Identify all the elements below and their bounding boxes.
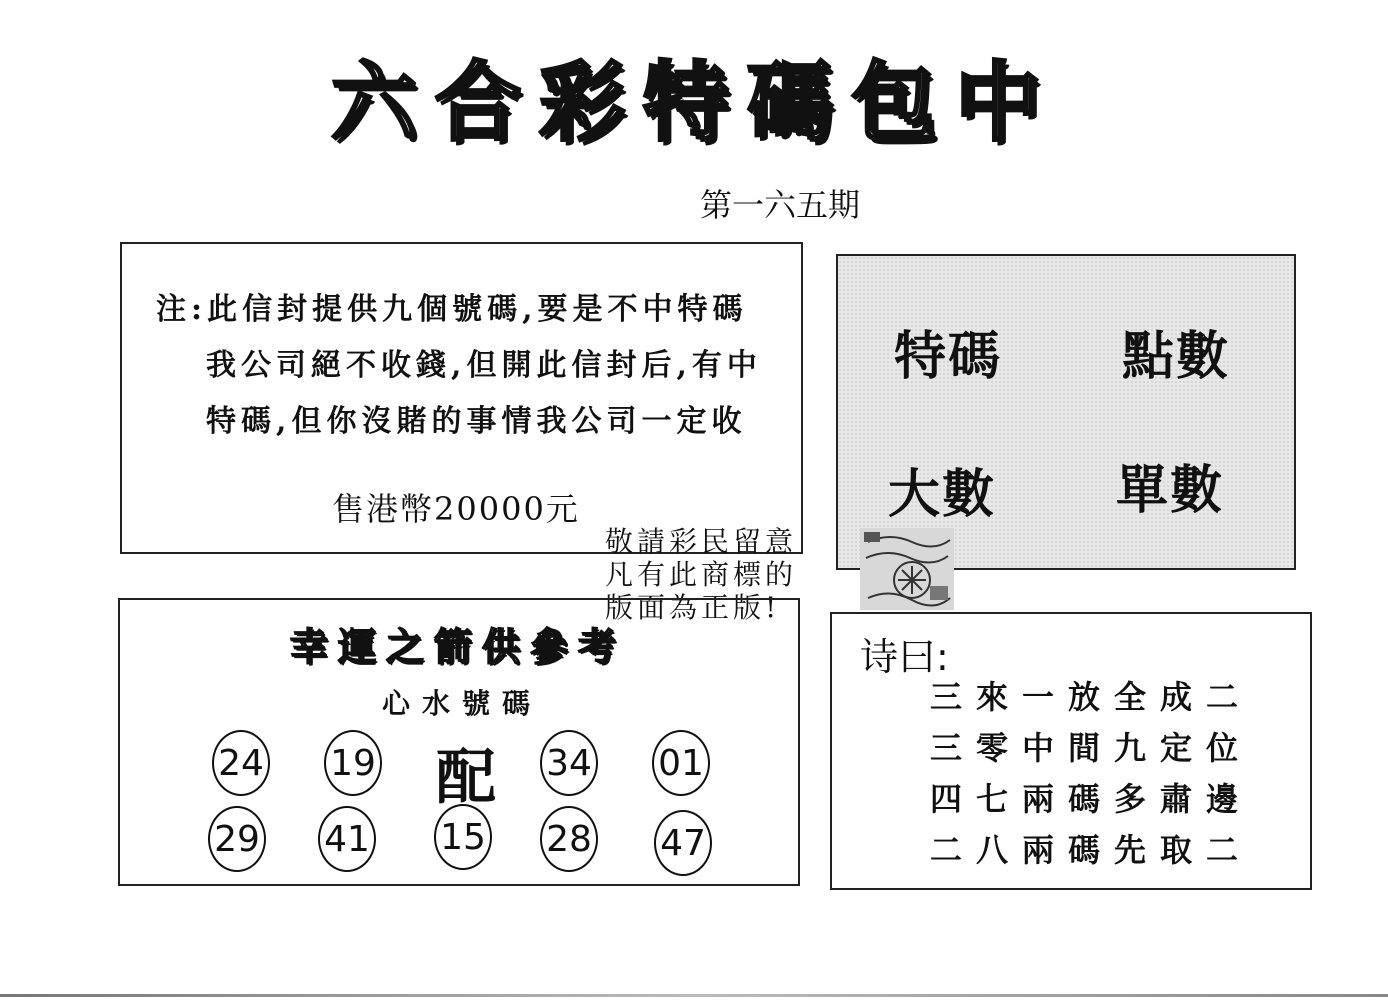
lucky-number: 47 bbox=[654, 810, 712, 876]
notice-text bbox=[156, 282, 781, 450]
attention-line-2: 凡有此商標的 bbox=[605, 558, 798, 591]
notice-line-3: 特碼,但你沒賭的事情我公司一定收 bbox=[206, 404, 747, 439]
issue-number: 第一六五期 bbox=[700, 186, 861, 224]
lucky-number: 29 bbox=[208, 806, 266, 872]
attention-line-1: 敬請彩民留意 bbox=[605, 525, 798, 558]
attribute-big: 大數 bbox=[888, 465, 997, 525]
lucky-number: 41 bbox=[318, 806, 376, 872]
attribute-points: 點數 bbox=[1122, 327, 1231, 387]
lucky-number: 19 bbox=[324, 730, 382, 796]
poem-box bbox=[830, 612, 1312, 890]
page-title: 六合彩特碼包中 bbox=[331, 52, 1059, 153]
lucky-numbers-box bbox=[118, 598, 800, 886]
lucky-number: 24 bbox=[212, 730, 270, 796]
attribute-special-code: 特碼 bbox=[894, 327, 1003, 387]
poem-line: 四七兩碼多肅邊 bbox=[930, 780, 1253, 818]
lucky-number: 34 bbox=[540, 730, 598, 796]
poem-line: 三來一放全成二 bbox=[930, 678, 1253, 716]
trademark-logo-icon bbox=[860, 528, 954, 610]
price-text: 售港幣20000元 bbox=[332, 490, 580, 528]
bottom-divider bbox=[0, 994, 1388, 997]
notice-line-1: 注:此信封提供九個號碼,要是不中特碼 bbox=[156, 292, 748, 327]
poem-line: 三零中間九定位 bbox=[930, 729, 1253, 767]
lucky-title: 幸運之箭供參考 bbox=[290, 624, 627, 669]
notice-box bbox=[120, 242, 803, 554]
lucky-number: 15 bbox=[434, 804, 492, 870]
poem-lines bbox=[930, 672, 1252, 876]
attention-line-3: 版面為正版! bbox=[605, 591, 781, 624]
lucky-subtitle: 心水號碼 bbox=[382, 687, 543, 720]
lucky-number: 28 bbox=[540, 806, 598, 872]
notice-line-2: 我公司絕不收錢,但開此信封后,有中 bbox=[206, 348, 762, 383]
lucky-number: 01 bbox=[652, 730, 710, 796]
attributes-box bbox=[836, 254, 1296, 570]
pair-character: 配 bbox=[436, 743, 496, 813]
poem-heading: 诗曰: bbox=[860, 635, 949, 679]
poem-line: 二八兩碼先取二 bbox=[930, 831, 1253, 869]
attribute-odd: 單數 bbox=[1116, 461, 1225, 521]
